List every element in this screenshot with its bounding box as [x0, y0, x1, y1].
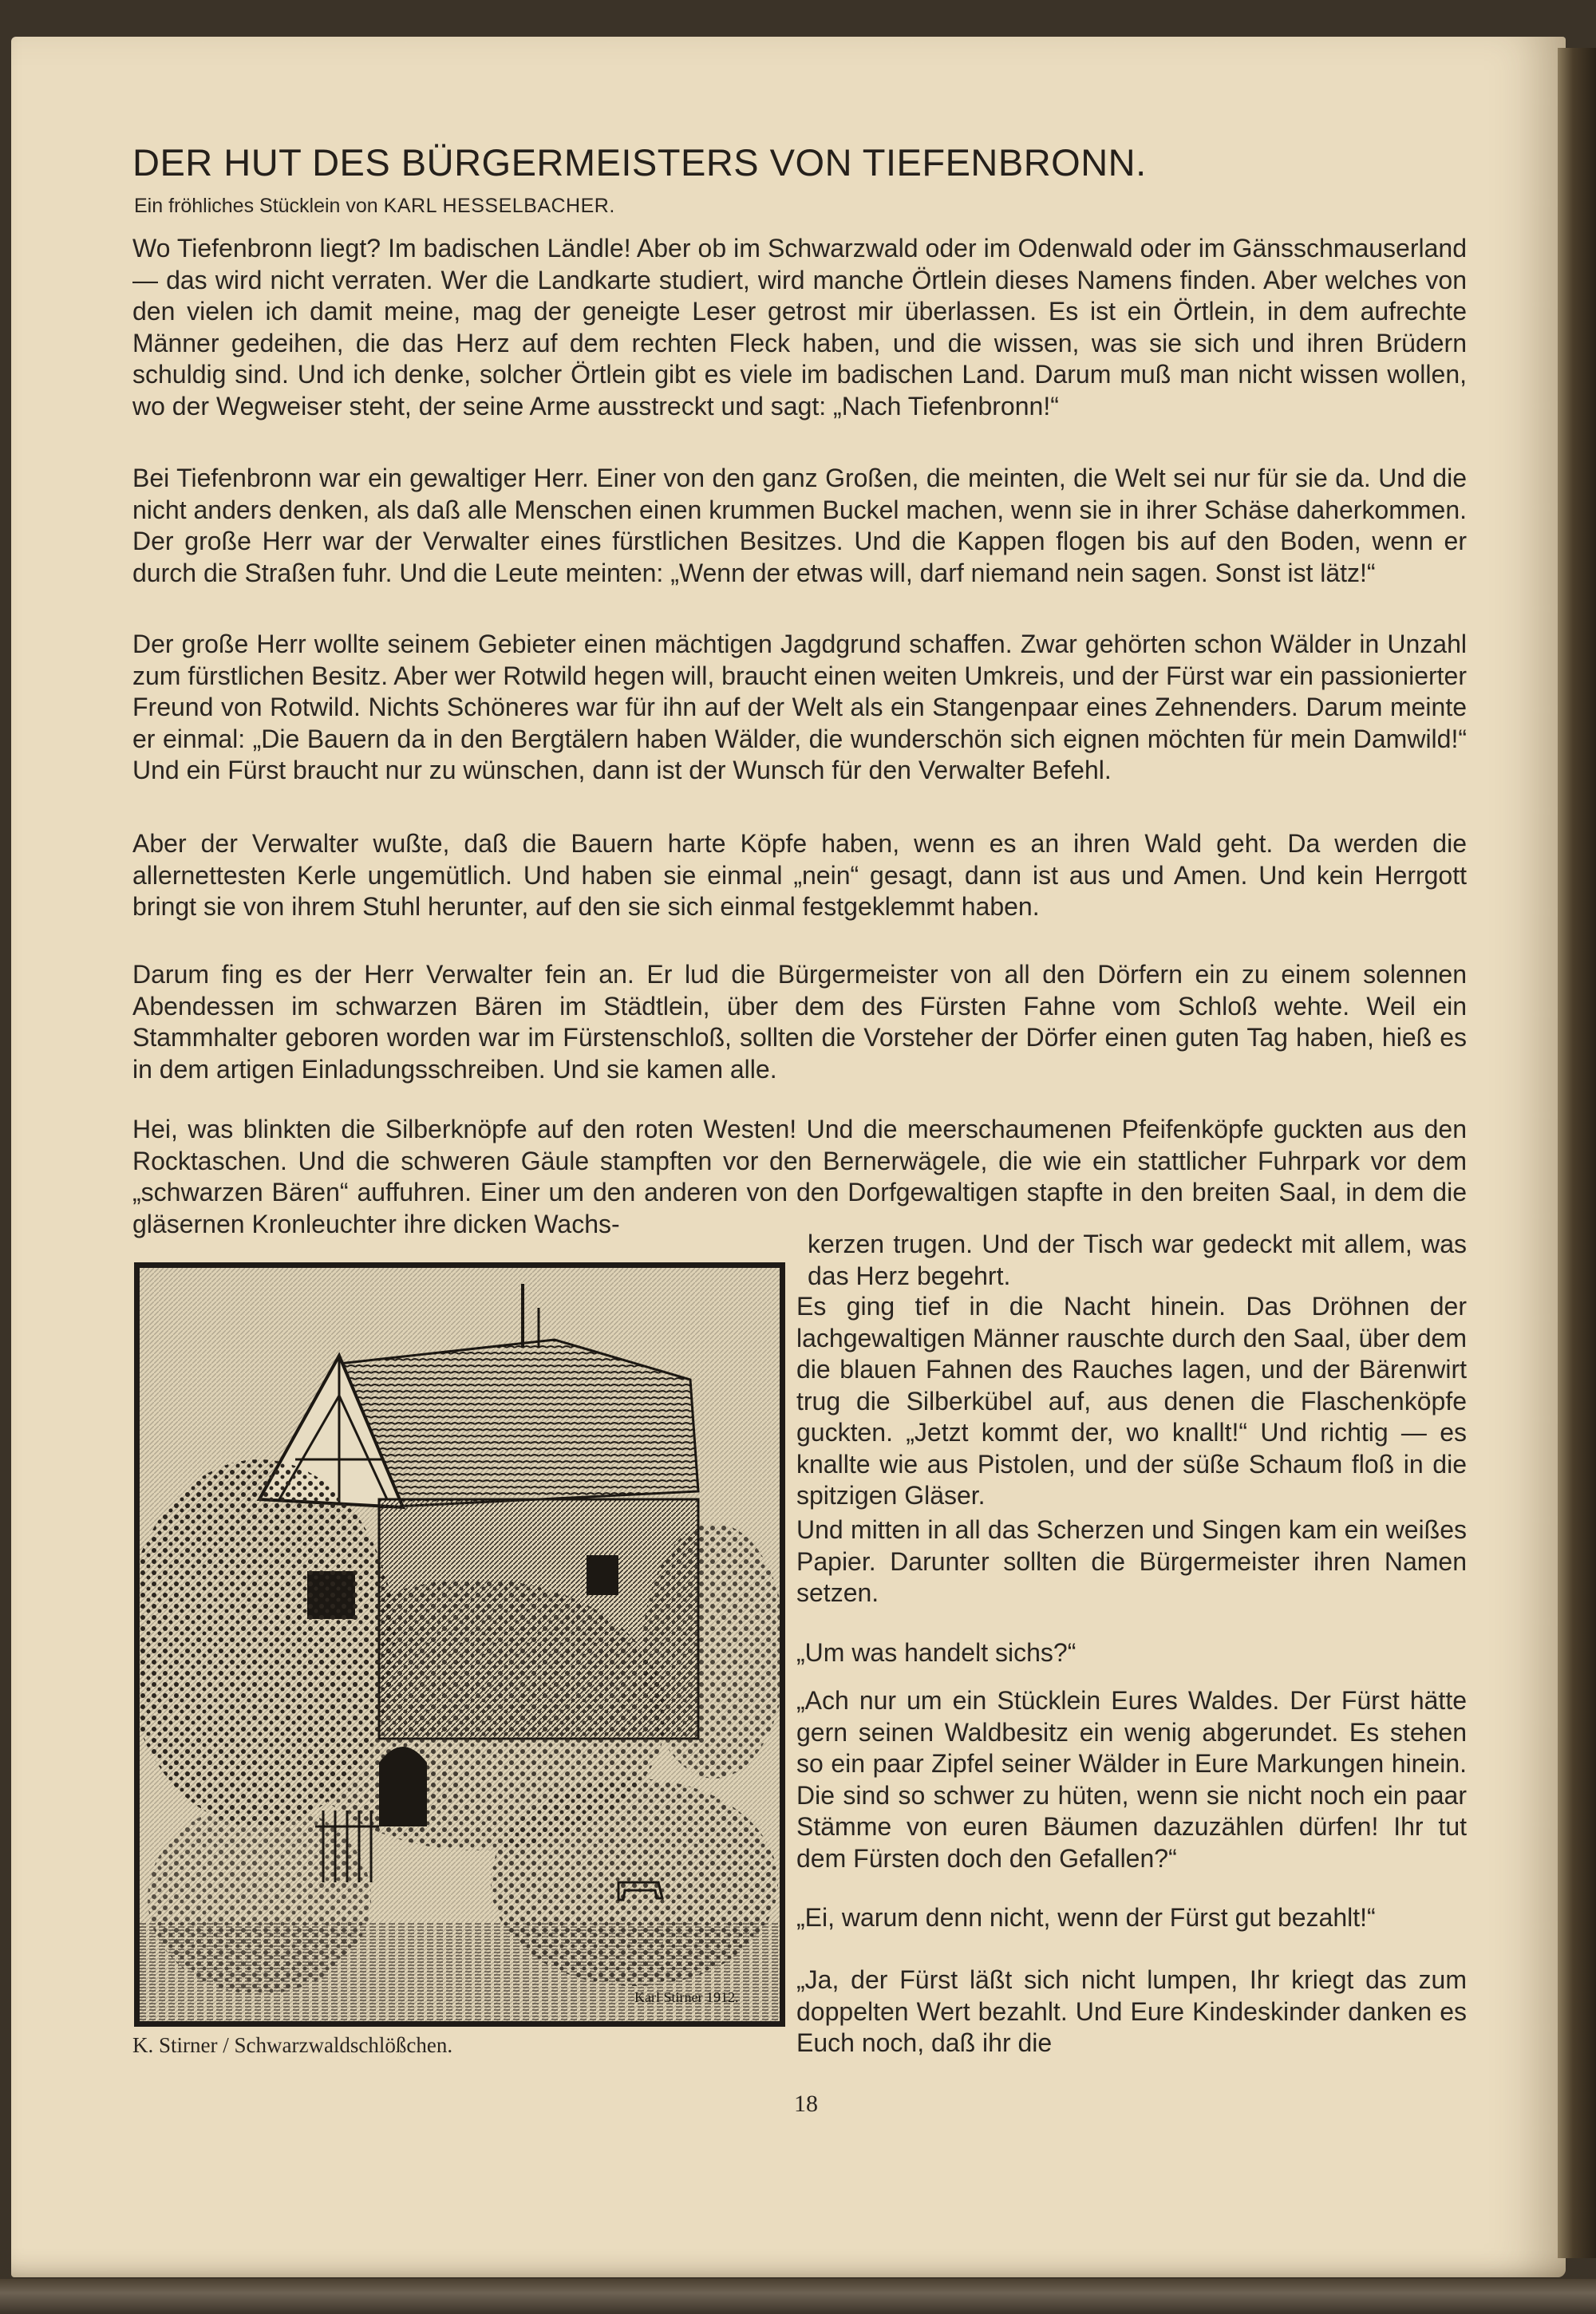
book-bottom-edge — [0, 2279, 1596, 2314]
paragraph: „Ja, der Fürst läßt sich nicht lumpen, Ihr kriegt das zum doppelten Wert bezahlt. Und Eure Kindeskinder danken es Euch noch, daß ihr die — [796, 1965, 1467, 2057]
subtitle-prefix: Ein fröhliches Stücklein von — [134, 195, 378, 217]
paragraph-continuation: kerzen trugen. Und der Tisch war gedeckt mit allem, was das Herz begehrt. — [808, 1230, 1467, 1290]
paragraph: Und mitten in all das Scherzen und Singen kam ein weißes Papier. Darunter sollten die Bürgermeister ihren Namen setzen. — [796, 1515, 1467, 1607]
paragraph: „Ach nur um ein Stücklein Eures Waldes. Der Fürst hätte gern seinen Waldbesitz ein wenig abgerundet. Es stehen so ein paar Zipfel seiner Wälder in Eure Markungen hinein. Die sind so schwer zu hüten, wenn sie nicht noch ein paar Stämme von euren Bäumen dazuzählen dürfen! Ihr tut dem Fürsten doch den Gefallen?“ — [796, 1686, 1467, 1873]
paragraph: Der große Herr wollte seinem Gebieter einen mächtigen Jagdgrund schaffen. Zwar gehörten schon Wälder in Unzahl zum fürstlichen Besitz. Aber wer Rotwild hegen will, braucht einen weiten Umkreis, und der Fürst war ein passionierter Freund von Rotwild. Nichts Schöneres war für ihn auf der Welt als ein Stangenpaar eines Zehnenders. Darum meinte er einmal: „Die Bauern da in den Bergtälern haben Wälder, die wunderschön sich eignen möchten für mein Damwild!“ Und ein Fürst braucht nur zu wünschen, dann ist der Wunsch für den Verwalter Befehl. — [132, 630, 1467, 784]
article-title: DER HUT DES BÜRGERMEISTERS VON TIEFENBRONN. — [132, 141, 1147, 184]
article-subtitle — [134, 195, 1092, 218]
paragraph: Bei Tiefenbronn war ein gewaltiger Herr. Einer von den ganz Großen, die meinten, die Welt sei nur für sie da. Und die nicht anders denken, als daß alle Menschen einen krummen Buckel machen, wenn sie in ihrer Schäse daherkommen. Der große Herr war der Verwalter eines fürstlichen Besitzes. Und die Kappen flogen bis auf den Boden, wenn er durch die Straßen fuhr. Und die Leute meinten: „Wenn der etwas will, darf niemand nein sagen. Sonst ist lätz!“ — [132, 464, 1467, 587]
paragraph: „Ei, warum denn nicht, wenn der Fürst gut bezahlt!“ — [796, 1903, 1376, 1932]
paragraph: Es ging tief in die Nacht hinein. Das Dröhnen der lachgewaltigen Männer rauschte durch den Saal, über dem die blauen Fahnen des Rauches lagen, und der Bärenwirt trug die Silberkübel auf, aus denen die Flaschenköpfe guckten. „Jetzt kommt der, wo knallt!“ Und richtig — es knallte wie aus Pistolen, und der süße Schaum floß in die spitzigen Gläser. — [796, 1292, 1467, 1510]
woodcut-illustration — [134, 1262, 785, 2027]
artist-signature: Karl Stirner 1912. — [634, 1989, 739, 2005]
castle-illustration — [140, 1268, 780, 2021]
paragraph: Aber der Verwalter wußte, daß die Bauern harte Köpfe haben, wenn es an ihren Wald geht. Da werden die allernettesten Kerle ungemütlich. Und haben sie einmal „nein“ gesagt, dann ist aus und Amen. Und kein Herrgott bringt sie von ihrem Stuhl herunter, auf den sie sich einmal festgeklemmt haben. — [132, 829, 1467, 921]
paragraph: Darum fing es der Herr Verwalter fein an. Er lud die Bürgermeister von all den Dörfern ein zu einem solennen Abendessen im schwarzen Bären im Städtlein, über dem des Fürsten Fahne vom Schloß wehte. Weil ein Stammhalter geboren worden war im Fürstenschloß, sollten die Vorsteher der Dörfer einen guten Tag haben, hieß es in dem artigen Einladungsschreiben. Und sie kamen alle. — [132, 960, 1467, 1084]
author-name: KARL HESSELBACHER. — [383, 195, 615, 217]
book-spine — [1558, 48, 1596, 2258]
paragraph: Wo Tiefenbronn liegt? Im badischen Ländle! Aber ob im Schwarzwald oder im Odenwald oder im Gänsschmauserland — das wird nicht verraten. Wer die Landkarte studiert, wird manche Örtlein dieses Namens finden. Aber welches von den vielen ich damit meine, mag der geneigte Leser getrost mir überlassen. Es ist ein Örtlein, in dem aufrechte Männer gedeihen, die das Herz auf dem rechten Fleck haben, und die wissen, was sie sich und ihren Brüdern schuldig sind. Und ich denke, solcher Örtlein gibt es viele im badischen Land. Darum muß man nicht wissen wollen, wo der Wegweiser steht, der seine Arme ausstreckt und sagt: „Nach Tiefenbronn!“ — [132, 234, 1467, 421]
page-number: 18 — [794, 2091, 818, 2117]
illustration-caption: K. Stirner / Schwarzwaldschlößchen. — [132, 2033, 453, 2057]
paragraph: Hei, was blinkten die Silberknöpfe auf den roten Westen! Und die meerschaumenen Pfeifenköpfe guckten aus den Rocktaschen. Und die schweren Gäule stampften vor den Bernerwägele, die wie ein stattlicher Fuhrpark vor dem „schwarzen Bären“ auffuhren. Einer um den anderen von den Dorfgewaltigen stapfte in den breiten Saal, in dem die gläsernen Kronleuchter ihre dicken Wachs- — [132, 1115, 1467, 1238]
paragraph: „Um was handelt sichs?“ — [796, 1638, 1077, 1667]
